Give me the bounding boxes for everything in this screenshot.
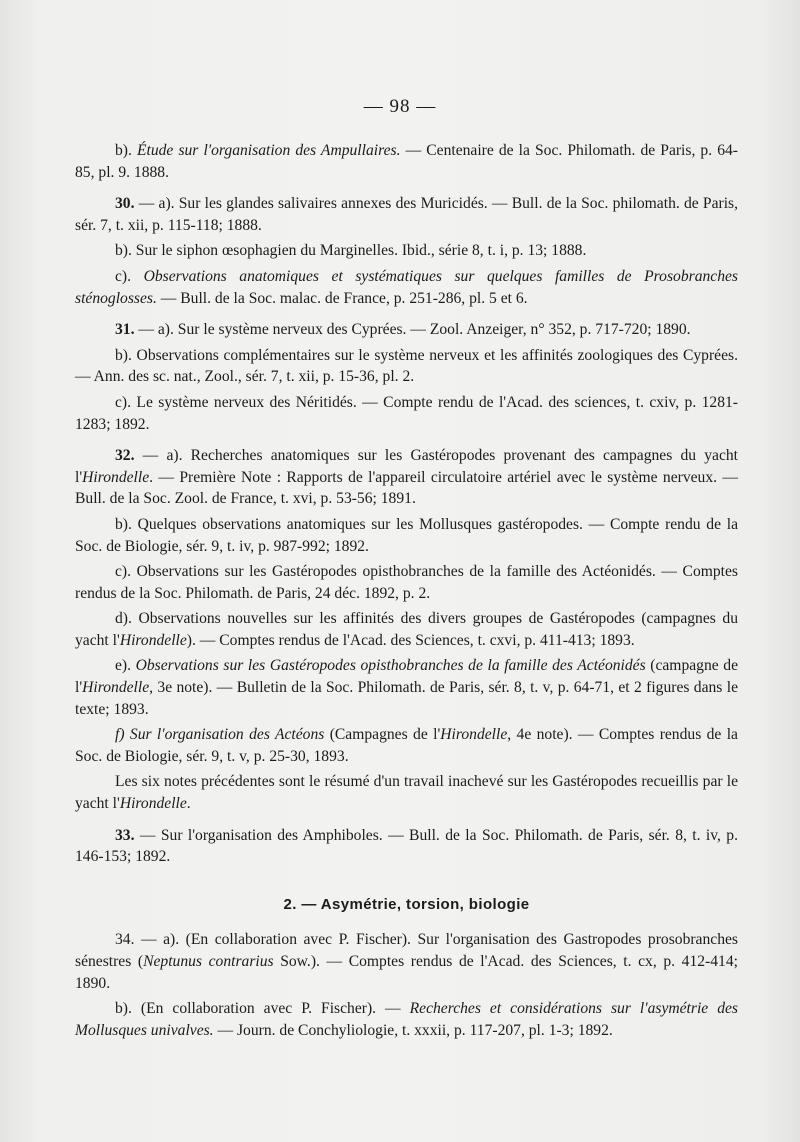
entry-text: c). Le système nerveux des Néritidés. — Compte rendu de l'Acad. des sciences, t. cxiv, p. 1281-1283; 1892.: [75, 393, 738, 433]
entry-34b: [75, 998, 738, 1041]
entry-text: — Sur l'organisation des Amphiboles. — Bull. de la Soc. Philomath. de Paris, sér. 8, t. iv, p. 146-153; 1892.: [75, 826, 738, 866]
entry-label: e).: [115, 657, 132, 675]
entry-number: 33.: [115, 826, 135, 844]
note-text: Les six notes précédentes sont le résumé d'un travail inachevé sur les Gastéropodes recueillis par le yacht l': [75, 773, 738, 813]
entry-text: b). Quelques observations anatomiques sur les Mollusques gastéropodes. — Compte rendu de la Soc. de Biologie, sér. 9, t. iv, p. 987-992; 1892.: [75, 515, 738, 555]
entry-33: [75, 825, 738, 868]
entry-number: 30.: [115, 195, 135, 213]
entry-text: b). Sur le siphon œsophagien du Marginelles. Ibid., série 8, t. i, p. 13; 1888.: [115, 242, 587, 260]
entry-label: b).: [115, 142, 132, 159]
entry-31a: [75, 319, 738, 341]
section-heading: 2. — Asymétrie, torsion, biologie: [283, 895, 530, 913]
entry-30c: [75, 266, 738, 309]
entry-30a: [75, 193, 738, 236]
entry-text: , 4e note). — Comptes rendus de la Soc. de Biologie, sér. 9, t. v, p. 25-30, 1893.: [75, 726, 738, 765]
entry-29b: [75, 140, 738, 183]
entry-text: . — Première Note : Rapports de l'appareil circulatoire artériel avec le système nerveux. — Bull. de la Soc. Zool. de France, t. xvi, p. 53-56; 1891.: [75, 468, 738, 508]
ship-name: Hirondelle: [119, 631, 187, 649]
entry-citation: — Bull. de la Soc. malac. de France, p. 251-286, pl. 5 et 6.: [156, 289, 528, 307]
ship-name: Hirondelle: [82, 679, 150, 697]
entry-32f: [75, 724, 738, 767]
entry-31c: [75, 392, 738, 435]
entry-title: Étude sur l'organisation des Ampullaires.: [136, 142, 401, 159]
entry-text: — a). Recherches anatomiques sur les Gastéropodes provenant des campagnes du yacht l': [75, 447, 738, 486]
entry-title: Observations sur les Gastéropodes opisthobranches de la famille des Actéonidés: [131, 657, 646, 675]
ship-name: Hirondelle: [440, 726, 508, 744]
entry-31b: [75, 345, 738, 388]
entry-32b: [75, 514, 738, 557]
entry-34a: [75, 929, 738, 994]
entry-citation: — Centenaire de la Soc. Philomath. de Paris, p. 64-85, pl. 9. 1888.: [75, 142, 738, 181]
entry-text: , 3e note). — Bulletin de la Soc. Philomath. de Paris, sér. 8, t. v, p. 64-71, et 2 figures dans le texte; 1893.: [75, 679, 738, 718]
species-name: Neptunus contrarius: [143, 953, 274, 970]
entry-text: d). Observations nouvelles sur les affinités des divers groupes de Gastéropodes (campagnes du yacht l': [75, 610, 738, 649]
entry-title: Observations anatomiques et systématiques sur quelques familles de Prosobranches sténoglosses.: [75, 267, 738, 307]
note-text: .: [186, 795, 191, 813]
entry-text: — a). Sur le système nerveux des Cyprées. — Zool. Anzeiger, n° 352, p. 717-720; 1890.: [134, 321, 691, 339]
page-number: — 98 —: [363, 96, 437, 117]
ship-name: Hirondelle: [119, 795, 187, 813]
entry-number: 31.: [115, 321, 135, 339]
entry-label: c).: [115, 267, 132, 285]
entry-citation: — Journ. de Conchyliologie, t. xxxii, p. 117-207, pl. 1-3; 1892.: [213, 1021, 613, 1039]
entry-30b: [75, 240, 738, 262]
entry-text: — a). (En collaboration avec P. Fischer). Sur l'organisation des Gastropodes prosobranches sénestres (: [75, 931, 738, 970]
entry-text: — a). Sur les glandes salivaires annexes des Muricidés. — Bull. de la Soc. philomath. de Paris, sér. 7, t. xii, p. 115-118; 1888.: [75, 195, 738, 234]
bibliography-body: [75, 140, 738, 1045]
entry-text: Sow.). — Comptes rendus de l'Acad. des Sciences, t. cx, p. 412-414; 1890.: [75, 953, 738, 992]
entry-text: (Campagnes de l': [324, 726, 441, 744]
ship-name: Hirondelle: [82, 468, 150, 486]
entry-label: f): [115, 726, 125, 744]
entry-32a: [75, 445, 738, 510]
entry-32c: [75, 561, 738, 604]
entry-text: (campagne de l': [75, 657, 738, 697]
entry-text: c). Observations sur les Gastéropodes opisthobranches de la famille des Actéonidés. — Comptes rendus de la Soc. Philomath. de Paris, 24 déc. 1892, p. 2.: [75, 563, 738, 602]
entry-title: Sur l'organisation des Actéons: [124, 726, 325, 744]
entry-text: b). Observations complémentaires sur le système nerveux et les affinités zoologiques des Cyprées. — Ann. des sc. nat., Zool., sér. 7, t. xii, p. 15-36, pl. 2.: [75, 346, 738, 386]
entry-32d: [75, 608, 738, 651]
entry-number: 32.: [115, 447, 135, 465]
entry-32e: [75, 655, 738, 720]
entry-text: ). — Comptes rendus de l'Acad. des Sciences, t. cxvi, p. 411-413; 1893.: [186, 631, 635, 649]
entry-title: Recherches et considérations sur l'asymétrie des Mollusques univalves.: [75, 1000, 738, 1039]
entry-32-note: [75, 771, 738, 814]
entry-text: b). (En collaboration avec P. Fischer). —: [115, 1000, 410, 1018]
entry-number: 34.: [115, 931, 135, 949]
